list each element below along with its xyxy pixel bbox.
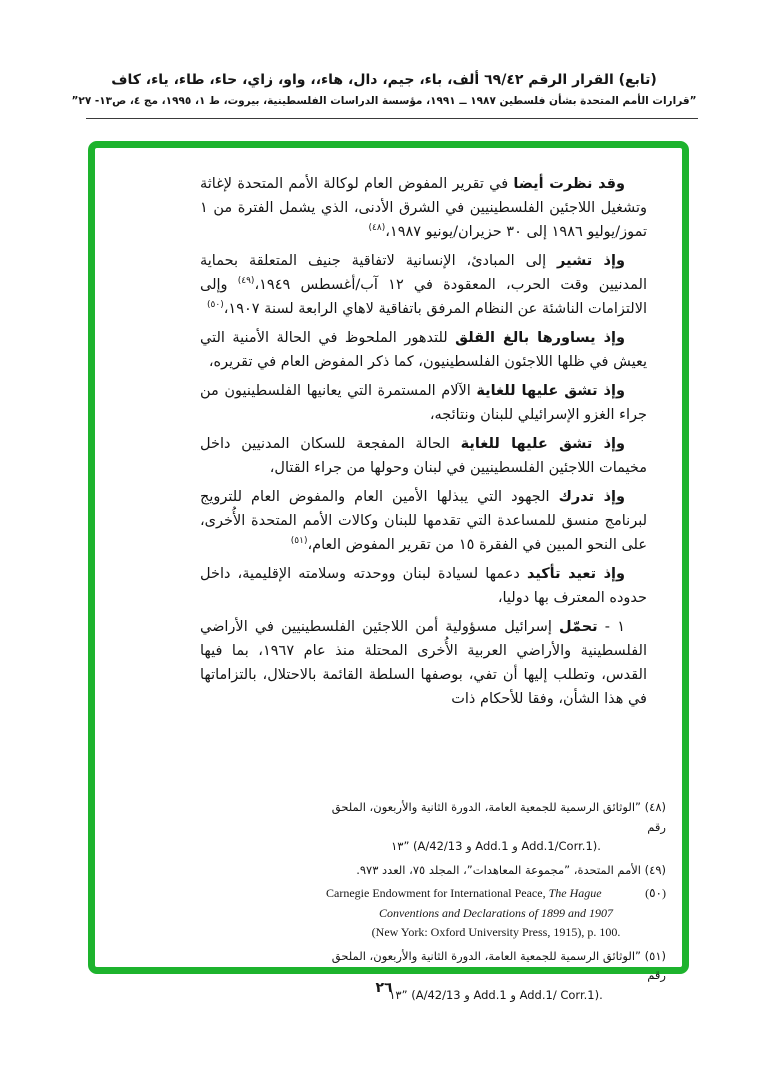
footnote-48 bbox=[326, 798, 666, 857]
preamble-paragraph-7 bbox=[200, 562, 647, 610]
footnote-51-line1: (٥١) ”الوثائق الرسمية للجمعية العامة، الدورة الثانية والأربعون، الملحق رقم bbox=[331, 948, 666, 982]
preamble-paragraph-2 bbox=[200, 249, 647, 321]
paragraph-text: للتدهور الملحوظ في الحالة الأمنية التي يعيش في ظلها اللاجئون الفلسطينيون، كما ذكر المفوض العام في تقريره، bbox=[200, 330, 647, 370]
footnote-50-text: Carnegie Endowment for International Peace, bbox=[326, 886, 549, 900]
resolution-body bbox=[200, 172, 647, 794]
page-header bbox=[0, 72, 768, 107]
footnote-48-line2: ١٣” (A/42/13 و Add.1 و Add.1/Corr.1). bbox=[391, 839, 601, 853]
paragraph-text: الآلام المستمرة التي يعانيها الفلسطينيون من جراء الغزو الإسرائيلي للبنان ونتائجه، bbox=[200, 383, 647, 423]
operative-paragraph-1 bbox=[200, 615, 647, 711]
page-number: ٢٦ bbox=[375, 980, 393, 996]
paragraph-text: إلى المبادئ، الإنسانية لاتفاقية جنيف المتعلقة بحماية المدنيين وقت الحرب، المعقودة في ١٢ آب/أغسطس ١٩٤٩، bbox=[200, 253, 647, 293]
paragraph-lead: وقد نظرت أيضا bbox=[513, 176, 625, 192]
footnote-50-english bbox=[326, 884, 602, 904]
paragraph-text: إسرائيل مسؤولية أمن اللاجئين الفلسطينيين في الأراضي الفلسطينية والأراضي العربية الأُخرى المحتلة منذ عام ١٩٦٧، بما فيها القدس، وتطلب إليها أن تفي، بوصفها السلطة القائمة بالاحتلال، بالتزاماتها في هذا الشأن، وفقا للأحكام ذات bbox=[200, 619, 647, 707]
paragraph-lead: وإذ تشق عليها للغاية bbox=[476, 383, 625, 399]
paragraph-lead: وإذ يساورها بالغ القلق bbox=[455, 330, 625, 346]
header-divider bbox=[86, 118, 698, 119]
preamble-paragraph-1 bbox=[200, 172, 647, 244]
paragraph-text: في تقرير المفوض العام لوكالة الأمم المتحدة لإغاثة وتشغيل اللاجئين الفلسطينيين في الشرق الأدنى، الذي يشمل الفترة من ١ تموز/يوليو ١٩٨٦ إلى ٣٠ حزيران/يونيو ١٩٨٧، bbox=[200, 176, 647, 240]
resolution-title: (تابع) القرار الرقم ٦٩/٤٢ ألف، باء، جيم، دال، هاء،، واو، زاي، حاء، طاء، ياء، كاف bbox=[111, 72, 657, 88]
footnote-ref-51: (٥١) bbox=[290, 536, 308, 546]
footnote-50-line1 bbox=[326, 884, 666, 904]
paragraph-text: وإلى الالتزامات الناشئة عن النظام المرفق باتفاقية لاهاي الرابعة لسنة ١٩٠٧، bbox=[200, 277, 647, 317]
footnote-ref-50: (٥٠) bbox=[207, 300, 224, 310]
footnote-50-marker: (٥٠) bbox=[645, 886, 666, 900]
paragraph-lead: وإذ تشق عليها للغاية bbox=[460, 436, 625, 452]
paragraph-lead: تحمّل bbox=[559, 619, 598, 635]
footnote-48-line1: (٤٨) ”الوثائق الرسمية للجمعية العامة، الدورة الثانية والأربعون، الملحق رقم bbox=[331, 800, 666, 834]
footnotes-section bbox=[326, 798, 666, 1009]
paragraph-lead: وإذ تشير bbox=[557, 253, 625, 269]
paragraph-number: ١ - bbox=[597, 619, 625, 635]
preamble-paragraph-5 bbox=[200, 432, 647, 480]
paragraph-text: الجهود التي يبذلها الأمين العام والمفوض العام للترويج لبرنامج منسق للمساعدة التي تقدمها للبنان وكالات الأمم المتحدة الأُخرى، على النحو المبين في الفقرة ١٥ من تقرير المفوض العام، bbox=[200, 489, 647, 553]
paragraph-text: الحالة المفجعة للسكان المدنيين داخل مخيمات اللاجئين الفلسطينيين في لبنان وحولها من جراء القتال، bbox=[200, 436, 647, 476]
preamble-paragraph-4 bbox=[200, 379, 647, 427]
footnote-50 bbox=[326, 884, 666, 943]
paragraph-text: دعمها لسيادة لبنان ووحدته وسلامته الإقليمية، داخل حدوده المعترف بها دوليا، bbox=[200, 566, 647, 606]
footnote-50-line2: Conventions and Declarations of 1899 and 1907 bbox=[379, 905, 613, 920]
footnote-51-line2: ١٣” (A/42/13 و Add.1 و Add.1/ Corr.1). bbox=[389, 987, 603, 1002]
footnote-50-line3: (New York: Oxford University Press, 1915), p. 100. bbox=[371, 925, 621, 939]
source-citation: ”قرارات الأمم المتحدة بشأن فلسطين ١٩٨٧ ــ ١٩٩١، مؤسسة الدراسات الفلسطينية، بيروت، ط ١، ١٩٩٥، مج ٤، ص١٣- ٢٧” bbox=[71, 95, 697, 107]
footnote-49 bbox=[326, 861, 666, 881]
footnote-51 bbox=[326, 947, 666, 1006]
footnote-49-line1: (٤٩) الأمم المتحدة، ”مجموعة المعاهدات”، المجلد ٧٥، العدد ٩٧٣. bbox=[356, 862, 666, 877]
paragraph-lead: وإذ تدرك bbox=[558, 489, 625, 505]
footnote-ref-48: (٤٨) bbox=[368, 223, 386, 233]
footnote-ref-49: (٤٩) bbox=[237, 276, 255, 286]
preamble-paragraph-6 bbox=[200, 485, 647, 557]
paragraph-lead: وإذ تعيد تأكيد bbox=[526, 566, 625, 582]
preamble-paragraph-3 bbox=[200, 326, 647, 374]
footnote-50-italic-title: The Hague bbox=[548, 886, 602, 900]
